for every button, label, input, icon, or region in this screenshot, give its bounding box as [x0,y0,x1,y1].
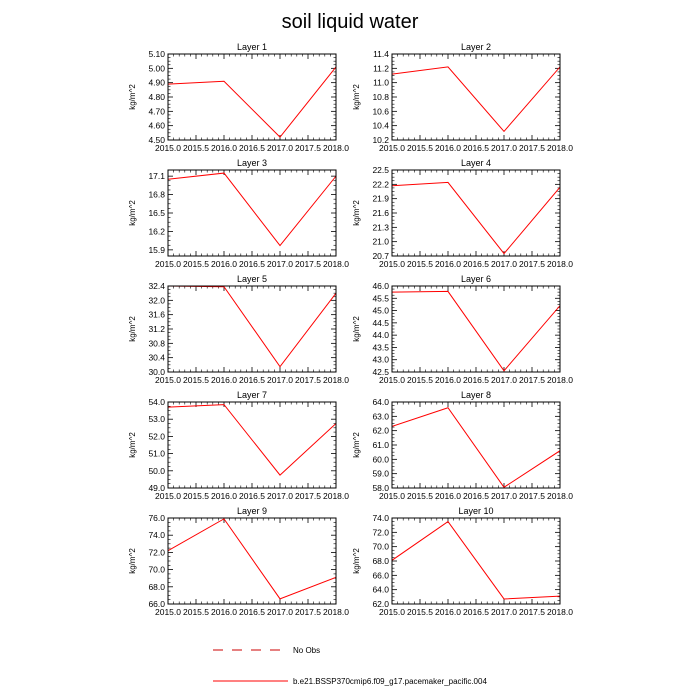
x-tick-label: 2015.0 [155,259,181,269]
x-tick-label: 2015.5 [407,375,433,385]
y-tick-label: 21.6 [372,208,389,218]
series-line-0 [168,173,336,245]
x-tick-label: 2016.5 [239,375,265,385]
x-tick-label: 2016.0 [211,491,237,501]
series-line-0 [392,522,560,599]
x-tick-label: 2016.5 [463,143,489,153]
x-tick-label: 2016.0 [211,259,237,269]
y-tick-label: 42.5 [372,367,389,377]
y-tick-label: 15.9 [148,244,165,255]
y-tick-label: 59.0 [372,468,389,479]
y-tick-label: 45.0 [372,305,389,316]
y-tick-label: 50.0 [148,465,165,476]
x-tick-label: 2017.0 [491,259,517,269]
y-tick-label: 66.0 [372,570,389,581]
y-tick-label: 63.0 [372,411,389,422]
x-tick-label: 2016.0 [435,259,461,269]
x-tick-label: 2015.5 [183,491,209,501]
y-tick-label: 5.00 [148,63,165,74]
panel-title: Layer 8 [460,390,492,400]
x-tick-label: 2018.0 [547,607,573,617]
series-line-0 [392,182,560,253]
y-tick-label: 11.4 [373,49,389,59]
panel-grid [128,42,573,617]
plot-frame [168,170,336,256]
y-tick-label: 4.80 [148,92,165,102]
y-tick-label: 16.2 [148,226,165,237]
y-tick-label: 10.4 [372,120,389,131]
panel-title: Layer 10 [458,506,494,516]
x-tick-label: 2017.5 [519,607,545,617]
y-tick-label: 52.0 [148,431,165,442]
y-tick-label: 4.60 [148,120,165,131]
x-tick-label: 2015.0 [155,607,181,617]
y-tick-label: 30.0 [148,367,165,377]
series-line-0 [168,67,336,137]
y-tick-label: 53.0 [148,414,165,425]
x-tick-label: 2015.5 [183,607,209,617]
plot-frame [392,170,560,256]
plot-frame [168,286,336,372]
y-tick-label: 58.0 [372,483,389,493]
y-tick-label: 11.0 [373,77,389,88]
x-tick-label: 2017.5 [295,259,321,269]
x-tick-label: 2018.0 [547,491,573,501]
y-tick-label: 17.1 [148,171,165,182]
y-tick-label: 31.6 [148,309,165,320]
x-tick-label: 2016.0 [435,143,461,153]
x-tick-label: 2018.0 [547,259,573,269]
x-tick-label: 2017.0 [267,491,293,501]
y-axis-label: kg/m^2 [352,548,361,574]
x-tick-label: 2015.0 [379,375,405,385]
x-tick-label: 2015.0 [155,491,181,501]
panel-layer-7 [128,390,349,501]
series-line-0 [392,291,560,370]
figure-title: soil liquid water [281,11,419,33]
x-tick-label: 2015.0 [155,143,181,153]
panel-layer-5 [128,274,349,385]
panel-layer-3 [128,158,349,269]
x-tick-label: 2016.5 [239,259,265,269]
panel-title: Layer 7 [236,390,268,400]
y-axis-label: kg/m^2 [128,548,137,574]
x-tick-label: 2016.5 [463,375,489,385]
x-tick-label: 2018.0 [323,607,349,617]
y-tick-label: 21.3 [372,222,389,233]
y-tick-label: 46.0 [372,281,389,291]
x-tick-label: 2018.0 [323,491,349,501]
y-axis-label: kg/m^2 [352,316,361,342]
x-tick-label: 2015.5 [407,607,433,617]
y-tick-label: 51.0 [148,448,165,459]
y-tick-label: 72.0 [372,527,389,538]
y-tick-label: 10.2 [372,135,389,145]
y-tick-label: 60.0 [372,454,389,465]
y-tick-label: 54.0 [148,397,165,407]
x-tick-label: 2017.5 [519,259,545,269]
y-tick-label: 31.2 [148,324,165,334]
y-tick-label: 5.10 [148,49,165,59]
panel-title: Layer 5 [236,274,268,284]
y-axis-label: kg/m^2 [352,432,361,458]
y-tick-label: 21.0 [372,236,389,247]
legend-item-1 [213,677,487,686]
y-axis-label: kg/m^2 [128,200,137,226]
x-tick-label: 2018.0 [547,143,573,153]
x-tick-label: 2017.0 [267,607,293,617]
panel-title: Layer 4 [460,158,492,168]
x-tick-label: 2015.5 [407,259,433,269]
x-tick-label: 2017.5 [295,607,321,617]
series-line-0 [168,405,336,476]
y-tick-label: 4.50 [148,135,165,145]
x-tick-label: 2015.5 [407,491,433,501]
x-tick-label: 2016.0 [211,607,237,617]
x-tick-label: 2016.5 [463,607,489,617]
y-tick-label: 76.0 [148,513,165,523]
panel-title: Layer 9 [236,506,268,516]
y-axis-label: kg/m^2 [352,84,361,110]
x-tick-label: 2015.0 [379,491,405,501]
legend-item-0 [213,646,320,655]
panel-title: Layer 1 [236,42,268,52]
y-tick-label: 44.0 [372,330,389,341]
panel-layer-10 [352,506,573,617]
x-tick-label: 2017.0 [491,491,517,501]
y-tick-label: 68.0 [148,581,165,592]
x-tick-label: 2017.5 [295,143,321,153]
x-tick-label: 2018.0 [547,375,573,385]
y-tick-label: 30.4 [148,352,165,363]
panel-layer-6 [352,274,573,385]
y-axis-label: kg/m^2 [352,200,361,226]
plot-frame [168,54,336,140]
legend-label: No Obs [293,646,321,655]
series-line-0 [168,519,336,599]
y-tick-label: 43.5 [372,342,389,353]
plot-frame [168,402,336,488]
y-tick-label: 74.0 [148,530,165,541]
panel-layer-2 [352,42,573,153]
x-tick-label: 2017.5 [519,143,545,153]
x-tick-label: 2017.0 [267,143,293,153]
panel-title: Layer 2 [460,42,492,52]
x-tick-label: 2017.5 [519,375,545,385]
panel-layer-1 [128,42,349,153]
x-tick-label: 2016.0 [435,607,461,617]
x-tick-label: 2016.5 [463,491,489,501]
y-tick-label: 4.90 [148,77,165,88]
y-tick-label: 70.0 [148,564,165,575]
y-tick-label: 43.0 [372,354,389,365]
y-tick-label: 62.0 [372,599,389,609]
y-tick-label: 64.0 [372,584,389,595]
panel-layer-9 [128,506,349,617]
x-tick-label: 2017.5 [295,375,321,385]
x-tick-label: 2015.0 [379,143,405,153]
x-tick-label: 2017.5 [295,491,321,501]
x-tick-label: 2018.0 [323,259,349,269]
x-tick-label: 2015.5 [183,375,209,385]
panel-layer-8 [352,390,573,501]
x-tick-label: 2017.0 [491,375,517,385]
y-tick-label: 74.0 [372,513,389,523]
x-tick-label: 2017.0 [491,143,517,153]
y-tick-label: 62.0 [372,425,389,436]
x-tick-label: 2015.0 [155,375,181,385]
y-axis-label: kg/m^2 [128,316,137,342]
y-tick-label: 20.7 [372,251,389,261]
x-tick-label: 2018.0 [323,143,349,153]
legend-label: b.e21.BSSP370cmip6.f09_g17.pacemaker_pacific.004 [293,677,487,686]
y-tick-label: 70.0 [372,541,389,552]
y-tick-label: 22.5 [372,165,389,175]
x-tick-label: 2015.5 [183,143,209,153]
y-tick-label: 21.9 [372,193,389,204]
plot-frame [168,518,336,604]
series-line-0 [392,408,560,488]
x-tick-label: 2016.5 [239,491,265,501]
y-tick-label: 72.0 [148,547,165,558]
y-tick-label: 64.0 [372,397,389,407]
x-tick-label: 2016.5 [239,607,265,617]
y-axis-label: kg/m^2 [128,432,137,458]
y-tick-label: 66.0 [148,599,165,609]
x-tick-label: 2015.0 [379,259,405,269]
x-tick-label: 2016.5 [239,143,265,153]
x-tick-label: 2017.0 [267,375,293,385]
x-tick-label: 2015.5 [183,259,209,269]
y-tick-label: 30.8 [148,338,165,349]
x-tick-label: 2017.0 [491,607,517,617]
y-tick-label: 11.2 [373,63,389,74]
y-tick-label: 44.5 [372,317,389,328]
y-tick-label: 4.70 [148,106,165,117]
x-tick-label: 2016.0 [435,491,461,501]
x-tick-label: 2018.0 [323,375,349,385]
y-tick-label: 22.2 [372,179,389,190]
x-tick-label: 2017.0 [267,259,293,269]
panel-layer-4 [352,158,573,269]
x-tick-label: 2015.0 [379,607,405,617]
panel-title: Layer 6 [460,274,492,284]
legend [213,646,487,686]
y-tick-label: 45.5 [372,293,389,304]
y-tick-label: 32.0 [148,295,165,306]
series-line-0 [168,286,336,367]
series-line-0 [392,67,560,131]
y-tick-label: 16.8 [148,189,165,200]
y-tick-label: 10.8 [372,92,389,102]
plot-frame [392,54,560,140]
plot-frame [392,402,560,488]
x-tick-label: 2016.0 [435,375,461,385]
x-tick-label: 2016.5 [463,259,489,269]
y-tick-label: 16.5 [148,208,165,218]
y-tick-label: 49.0 [148,483,165,493]
y-axis-label: kg/m^2 [128,84,137,110]
x-tick-label: 2016.0 [211,143,237,153]
x-tick-label: 2016.0 [211,375,237,385]
plot-frame [392,286,560,372]
x-tick-label: 2015.5 [407,143,433,153]
y-tick-label: 10.6 [372,106,389,117]
panel-title: Layer 3 [236,158,268,168]
y-tick-label: 32.4 [148,281,165,291]
y-tick-label: 61.0 [372,440,389,450]
y-tick-label: 68.0 [372,556,389,566]
x-tick-label: 2017.5 [519,491,545,501]
